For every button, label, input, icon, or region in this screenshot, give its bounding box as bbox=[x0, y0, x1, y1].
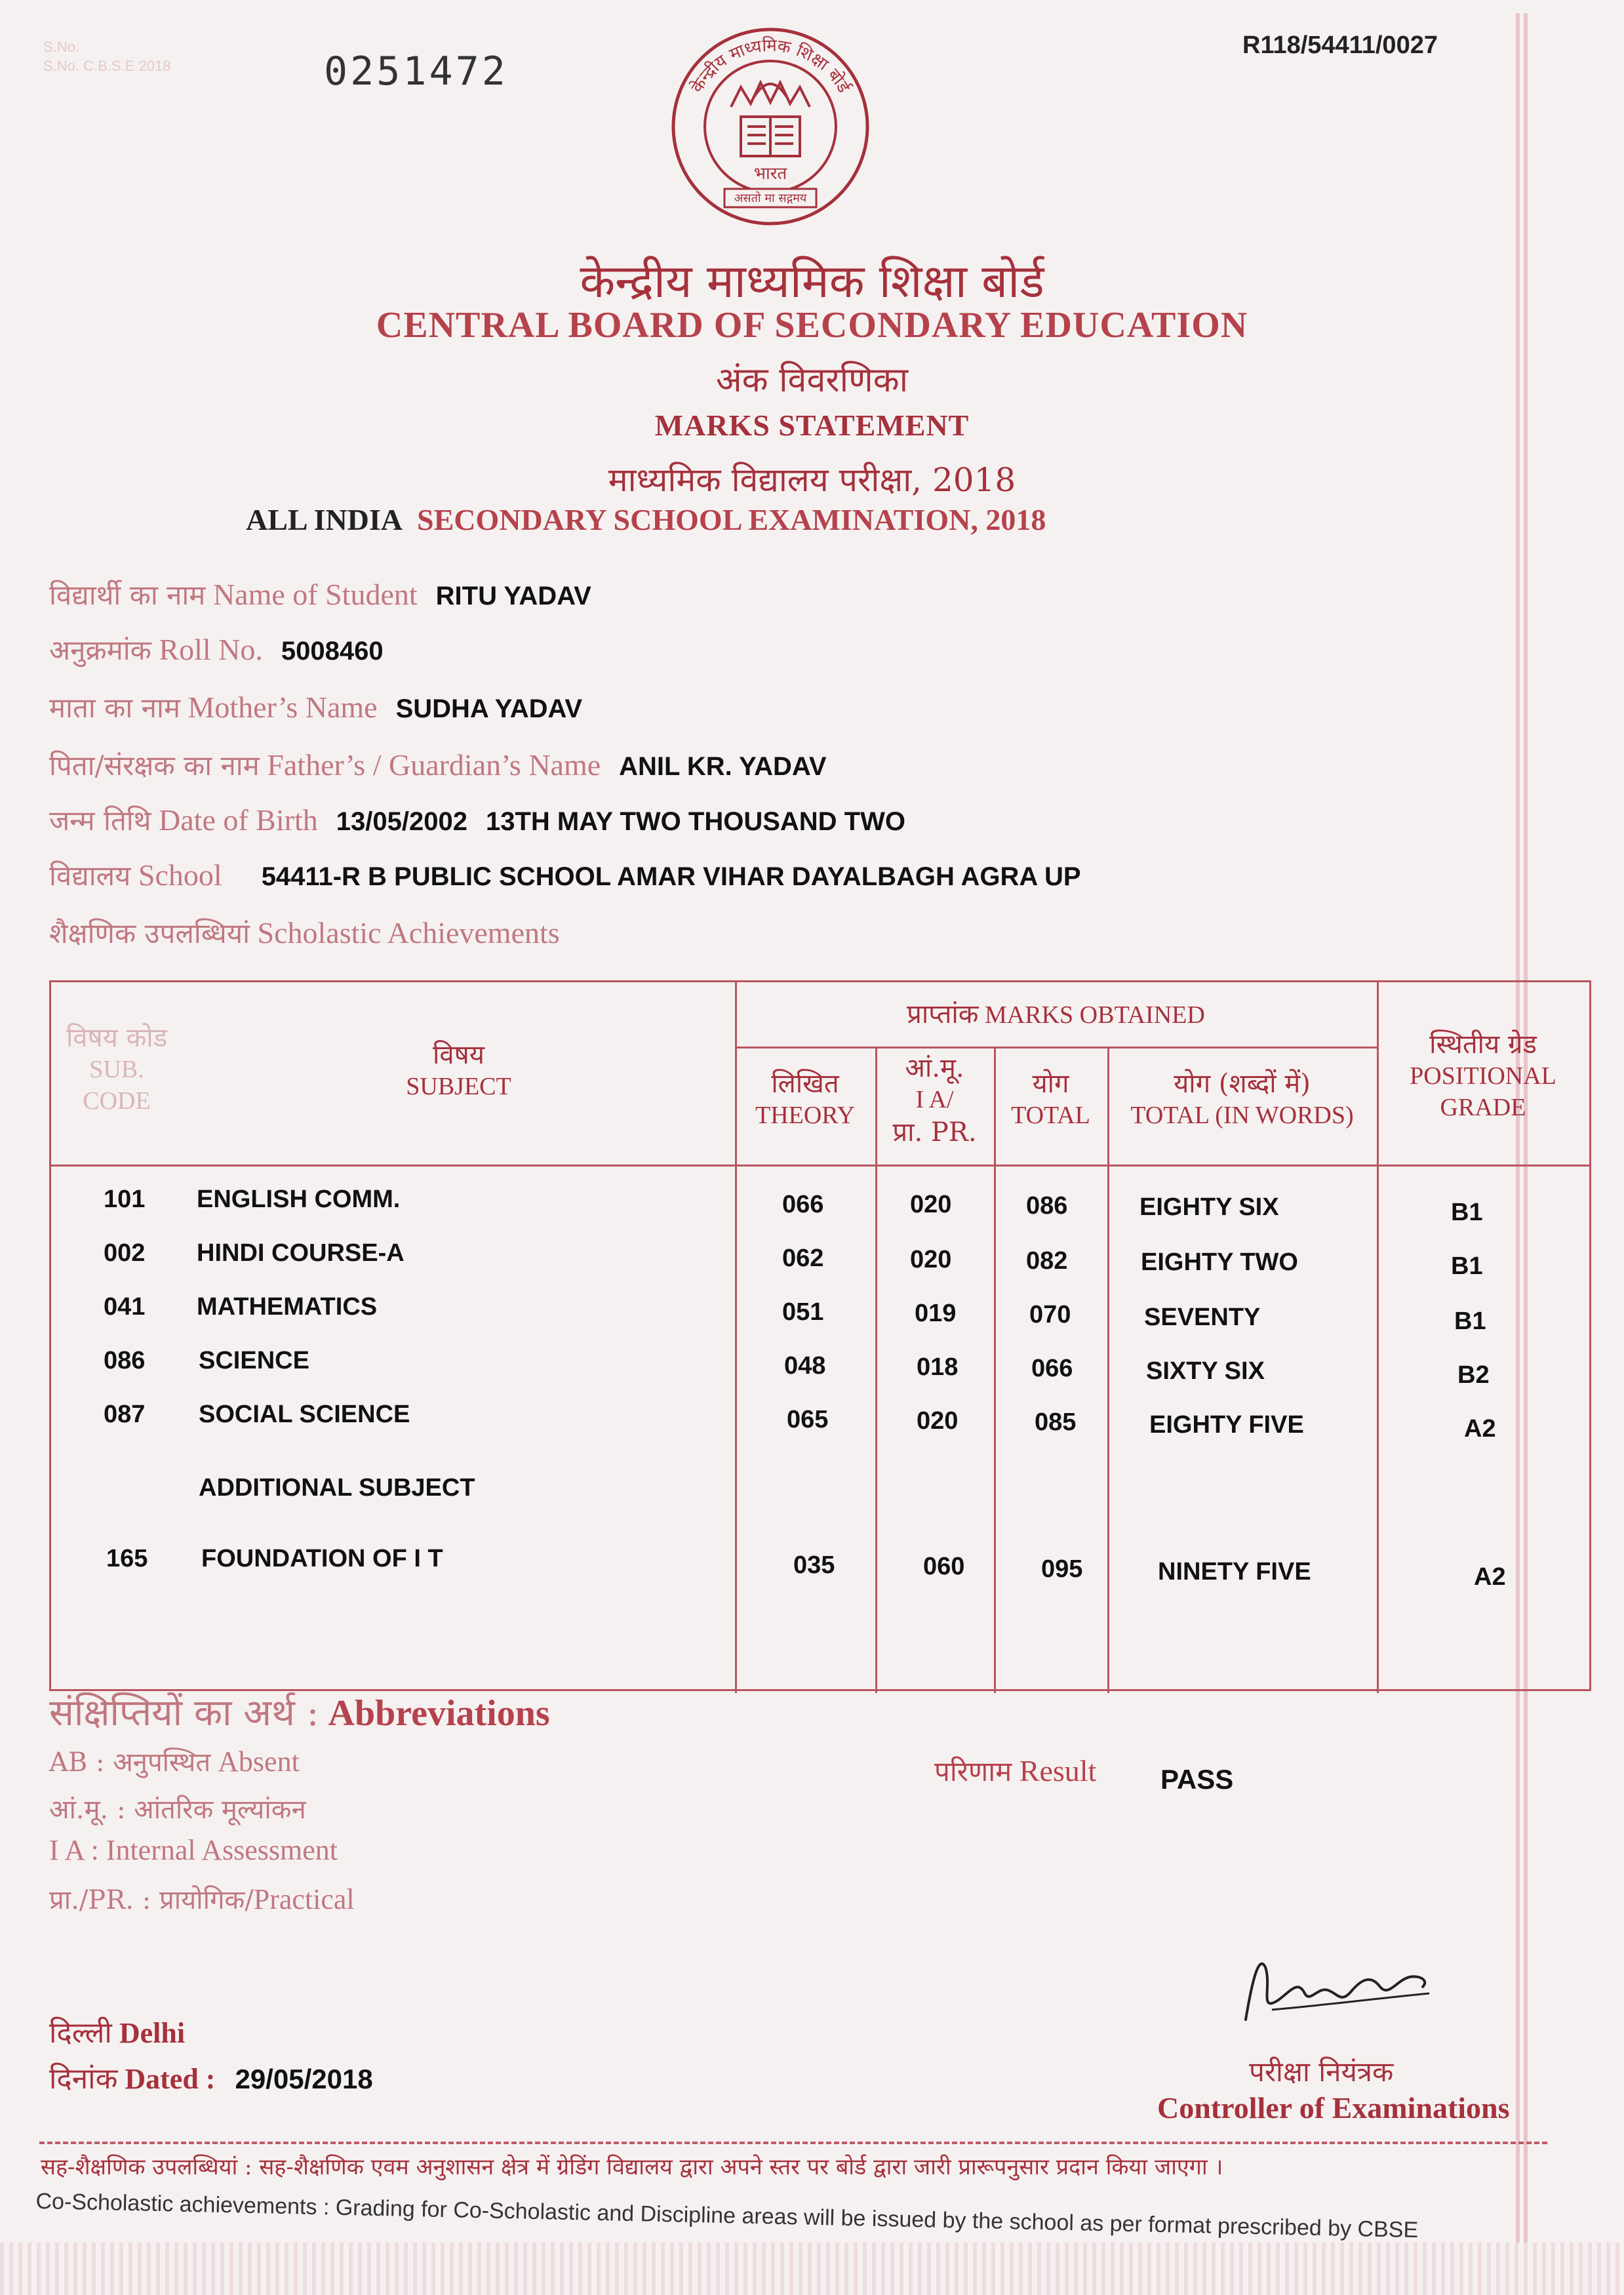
cbse-seal-logo bbox=[669, 25, 872, 228]
additional-subject-label: ADDITIONAL SUBJECT bbox=[199, 1474, 475, 1502]
board-name-hindi: केन्द्रीय माध्यमिक शिक्षा बोर्ड bbox=[580, 254, 1044, 308]
header-ia-pr: आं.मू. I A/ प्रा. PR. bbox=[892, 1053, 977, 1148]
svg-text:असतो मा सद्गमय: असतो मा सद्गमय bbox=[734, 191, 807, 205]
abbr-absent: AB : अनुपस्थित Absent bbox=[49, 1746, 300, 1778]
footer-divider bbox=[39, 2142, 1547, 2144]
header-total: योग TOTAL bbox=[1011, 1069, 1090, 1129]
abbr-internal-assessment: I A : Internal Assessment bbox=[49, 1834, 338, 1866]
reference-number: R118/54411/0027 bbox=[1242, 31, 1438, 59]
footer-note-hindi: सह-शैक्षणिक उपलब्धियां : सह-शैक्षणिक एवम अनुशासन क्षेत्र में ग्रेडिंग विद्यालय द्वारा अपने स्तर पर बोर्ड द्वारा जारी प्रारूपनुसार प्रदान किया जाएगा । bbox=[41, 2154, 1223, 2180]
header-total-words: योग (शब्दों में) TOTAL (IN WORDS) bbox=[1130, 1069, 1354, 1129]
field-school: विद्यालय School 54411-R B PUBLIC SCHOOL AMAR VIHAR DAYALBAGH AGRA UP bbox=[49, 858, 1081, 892]
security-band bbox=[0, 2243, 1624, 2295]
field-mother-name: माता का नाम Mother’s Name SUDHA YADAV bbox=[49, 690, 583, 724]
field-student-name: विद्यार्थी का नाम Name of Student RITU YADAV bbox=[49, 578, 591, 611]
field-father-name: पिता/संरक्षक का नाम Father’s / Guardian’s Name ANIL KR. YADAV bbox=[49, 748, 827, 782]
footer-note-english: Co-Scholastic achievements : Grading for Co-Scholastic and Discipline areas will be issued by the school as per format prescribed by CBSE bbox=[35, 2189, 1419, 2243]
school-value: 54411-R B PUBLIC SCHOOL AMAR VIHAR DAYALBAGH AGRA UP bbox=[261, 862, 1081, 891]
exam-title-english: SECONDARY SCHOOL EXAMINATION, 2018 bbox=[417, 503, 1046, 536]
abbreviations-heading: संक्षिप्तियों का अर्थ : Abbreviations bbox=[49, 1692, 550, 1734]
faded-stamp-text: S.No. S.No. C.B.S.E 2018 bbox=[43, 39, 171, 74]
header-positional-grade: स्थितीय ग्रेड POSITIONAL GRADE bbox=[1410, 1029, 1556, 1121]
result-value: PASS bbox=[1160, 1764, 1234, 1795]
dob-value: 13/05/2002 bbox=[336, 807, 467, 836]
student-name-value: RITU YADAV bbox=[435, 582, 591, 610]
controller-title-hindi: परीक्षा नियंत्रक bbox=[1249, 2056, 1394, 2088]
field-scholastic-achievements: शैक्षणिक उपलब्धियां Scholastic Achievements bbox=[49, 916, 560, 949]
board-name-english: CENTRAL BOARD OF SECONDARY EDUCATION bbox=[376, 305, 1248, 346]
signature-image bbox=[1233, 1941, 1442, 2039]
abbr-practical: प्रा./PR. : प्रायोगिक/Practical bbox=[49, 1883, 355, 1915]
dob-words-value: 13TH MAY TWO THOUSAND TWO bbox=[485, 807, 905, 836]
result-label: परिणाम Result bbox=[934, 1754, 1097, 1787]
doc-title-hindi: अंक विवरणिका bbox=[715, 361, 909, 400]
father-name-value: ANIL KR. YADAV bbox=[619, 752, 827, 781]
header-subject: विषय SUBJECT bbox=[406, 1040, 511, 1100]
doc-title-english: MARKS STATEMENT bbox=[654, 409, 970, 442]
header-theory: लिखित THEORY bbox=[755, 1069, 855, 1129]
roll-no-value: 5008460 bbox=[281, 637, 384, 666]
exam-prefix: ALL INDIA bbox=[246, 503, 403, 536]
controller-title: Controller of Examinations bbox=[1157, 2091, 1510, 2125]
svg-text:भारत: भारत bbox=[753, 164, 787, 184]
header-marks-obtained: प्राप्तांक MARKS OBTAINED bbox=[907, 999, 1205, 1029]
field-roll-no: अनुक्रमांक Roll No. 5008460 bbox=[49, 633, 384, 666]
field-date-of-birth: जन्म तिथि Date of Birth 13/05/2002 13TH MAY TWO THOUSAND TWO bbox=[49, 803, 905, 837]
svg-text:केन्द्रीय माध्यमिक शिक्षा बोर्: केन्द्रीय माध्यमिक शिक्षा बोर्ड bbox=[687, 35, 854, 96]
date-issued: दिनांक Dated : 29/05/2018 bbox=[49, 2062, 373, 2096]
mother-name-value: SUDHA YADAV bbox=[395, 694, 583, 723]
place: दिल्ली Delhi bbox=[49, 2016, 186, 2050]
serial-number: 0251472 bbox=[324, 49, 508, 94]
abbr-internal-assessment-hindi: आं.मू. : आंतरिक मूल्यांकन bbox=[49, 1795, 306, 1825]
header-sub-code: विषय कोड SUB. CODE bbox=[66, 1023, 168, 1115]
marks-table: विषय कोड SUB. CODE विषय SUBJECT प्राप्तांक MARKS OBTAINED लिखित THEORY आं.मू. I A/ प्रा. PR. योग TOTAL योग (शब्दों में) TOTAL (IN WORDS) स्थितीय ग्रेड POSITIONAL GRADE 101 ENGLISH COMM. 066 020 086 EIGHTY SIX B1 002 HINDI COURSE-A 062 020 082 EIGHTY TWO B1 041 MATHEMATICS 051 019 070 SEVENTY B1 086 SCIENCE 048 018 066 SIXTY SIX B2 087 SOCIAL SCIENCE 065 020 085 EIGHTY FIVE A2 ADDITIONAL SUBJECT 165 FOUNDATION OF I T 035 060 095 NINETY FIVE A2 bbox=[49, 980, 1591, 1691]
exam-title bbox=[246, 502, 1046, 537]
exam-title-hindi: माध्यमिक विद्यालय परीक्षा, 2018 bbox=[608, 461, 1016, 499]
